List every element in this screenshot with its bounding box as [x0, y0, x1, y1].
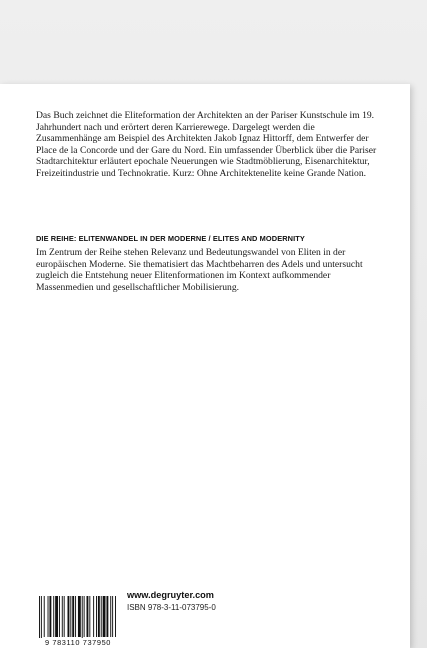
- barcode-bar: [96, 596, 97, 637]
- barcode-bar: [106, 596, 108, 637]
- barcode-bar: [93, 596, 94, 637]
- isbn-number: ISBN 978-3-11-073795-0: [127, 603, 216, 612]
- barcode-bar: [64, 596, 65, 637]
- barcode-bar: [75, 596, 76, 637]
- barcode-bars: [36, 596, 120, 640]
- barcode-bar: [59, 596, 60, 637]
- barcode-bar: [78, 596, 81, 637]
- barcode-bar: [84, 596, 85, 637]
- barcode-bar: [87, 596, 89, 637]
- isbn-barcode: [36, 596, 120, 648]
- series-heading: DIE REIHE: ELITENWANDEL IN DER MODERNE / ELITES AND MODERNITY: [36, 234, 305, 243]
- barcode-bar: [41, 596, 42, 640]
- barcode-bar: [101, 596, 102, 637]
- barcode-bar: [103, 596, 106, 637]
- barcode-bar: [98, 596, 100, 637]
- barcode-bar: [49, 596, 51, 637]
- series-description: Im Zentrum der Reihe stehen Relevanz und Bedeutungswandel von Eliten in der europäischen Moderne. Sie thematisiert das Machtbeharren des Adels und untersucht zugleich die Entstehung neuer Elitenformationen im Kontext aufkommender Massenmedien und gesellschaftlicher Mobilisierung.: [36, 247, 363, 293]
- barcode-bar: [115, 596, 116, 637]
- barcode-bar: [89, 596, 90, 637]
- barcode-bar: [72, 596, 74, 637]
- barcode-bar: [70, 596, 71, 637]
- barcode-bar: [110, 596, 111, 637]
- barcode-bar: [44, 596, 45, 637]
- barcode-bar: [68, 596, 70, 637]
- barcode-bar: [53, 596, 54, 637]
- barcode-bar: [112, 596, 113, 637]
- publisher-url: www.degruyter.com: [127, 590, 214, 600]
- barcode-bar: [82, 596, 83, 640]
- barcode-bar: [62, 596, 63, 637]
- barcode-digits: 9 783110 737950: [36, 638, 120, 647]
- barcode-bar: [48, 596, 49, 637]
- book-description: Das Buch zeichnet die Eliteformation der Architekten an der Pariser Kunstschule im 19. Jahrhundert nach und erörtert deren Karrierewege. Dargelegt werden die Zusammenhänge am Beispiel des Architekten Jakob Ignaz Hittorff, dem Entwerfer der Place de la Concorde und der Gare du Nord. Ein umfassender Überblick über die Pariser Stadtarchitektur erläutert epochale Neuerungen wie Stadtmöblierung, Eisenarchitektur, Freizeitindustrie und Technokratie. Kurz: Ohne Architektenelite keine Grande Nation.: [36, 110, 377, 179]
- barcode-bar: [39, 596, 40, 640]
- barcode-bar: [55, 596, 58, 637]
